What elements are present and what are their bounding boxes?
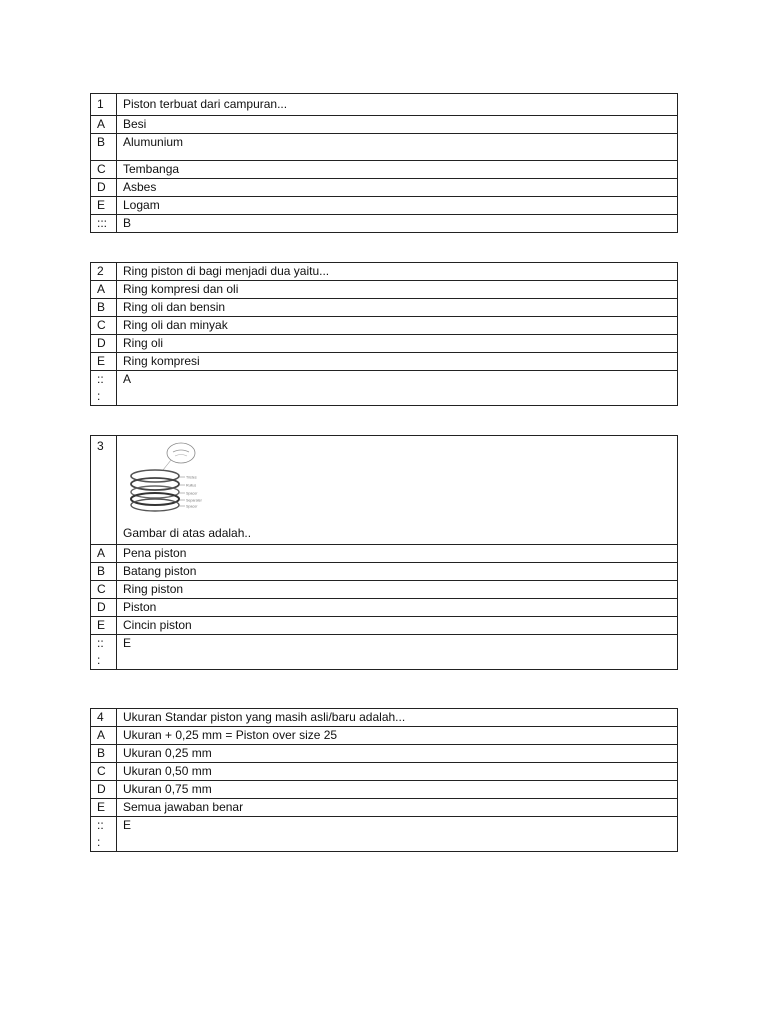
option-key: E: [91, 353, 117, 371]
question-row: [91, 709, 678, 727]
option-row: [91, 763, 678, 781]
question-text: Gambar di atas adalah..: [123, 526, 252, 540]
option-key: B: [91, 134, 117, 161]
option-text: Cincin piston: [117, 617, 678, 635]
answer-text: B: [117, 215, 678, 233]
figure-label: Separater: [186, 498, 202, 503]
option-row: [91, 617, 678, 635]
question-table-2: [90, 262, 678, 406]
option-text: Ukuran 0,50 mm: [117, 763, 678, 781]
option-key: C: [91, 317, 117, 335]
option-key: C: [91, 161, 117, 179]
question-text: Ukuran Standar piston yang masih asli/baru adalah...: [117, 709, 678, 727]
option-text: Ring oli dan minyak: [117, 317, 678, 335]
option-text: Ukuran 0,75 mm: [117, 781, 678, 799]
option-row: [91, 281, 678, 299]
option-row: [91, 335, 678, 353]
option-text: Ring piston: [117, 581, 678, 599]
option-key: B: [91, 745, 117, 763]
question-number: 3: [91, 436, 117, 545]
answer-key: :: :: [91, 371, 117, 406]
figure-label: Spacer: [186, 504, 198, 509]
option-text: Tembanga: [117, 161, 678, 179]
option-key: B: [91, 563, 117, 581]
option-row: [91, 727, 678, 745]
option-key: E: [91, 197, 117, 215]
option-text: Alumunium: [117, 134, 678, 161]
option-text: Logam: [117, 197, 678, 215]
option-row: [91, 299, 678, 317]
answer-key: :::: [91, 215, 117, 233]
option-key: E: [91, 799, 117, 817]
answer-text: E: [117, 817, 678, 852]
option-text: Ukuran + 0,25 mm = Piston over size 25: [117, 727, 678, 745]
option-row: [91, 781, 678, 799]
question-table-1: [90, 93, 678, 233]
question-number: 1: [91, 94, 117, 116]
option-row: [91, 179, 678, 197]
option-key: D: [91, 599, 117, 617]
option-row: [91, 353, 678, 371]
option-text: Ring kompresi: [117, 353, 678, 371]
option-text: Ukuran 0,25 mm: [117, 745, 678, 763]
option-key: D: [91, 335, 117, 353]
option-key: E: [91, 617, 117, 635]
answer-row: [91, 215, 678, 233]
option-row: [91, 599, 678, 617]
answer-row: [91, 371, 678, 406]
answer-row: [91, 635, 678, 670]
option-row: [91, 799, 678, 817]
option-key: A: [91, 545, 117, 563]
option-row: [91, 161, 678, 179]
answer-key: :: :: [91, 817, 117, 852]
option-key: A: [91, 281, 117, 299]
option-row: [91, 745, 678, 763]
question-number: 2: [91, 263, 117, 281]
option-text: Asbes: [117, 179, 678, 197]
option-text: Semua jawaban benar: [117, 799, 678, 817]
figure-label: Ruitus: [186, 483, 197, 488]
question-cell: [117, 436, 678, 545]
option-row: [91, 317, 678, 335]
option-row: [91, 197, 678, 215]
question-table-4: [90, 708, 678, 852]
answer-text: A: [117, 371, 678, 406]
answer-key: :: :: [91, 635, 117, 670]
question-text: Ring piston di bagi menjadi dua yaitu...: [117, 263, 678, 281]
option-key: A: [91, 116, 117, 134]
answer-text: E: [117, 635, 678, 670]
option-key: D: [91, 781, 117, 799]
question-row: [91, 263, 678, 281]
option-row: [91, 563, 678, 581]
question-text: Piston terbuat dari campuran...: [117, 94, 678, 116]
option-key: D: [91, 179, 117, 197]
option-text: Ring kompresi dan oli: [117, 281, 678, 299]
option-key: C: [91, 763, 117, 781]
option-key: C: [91, 581, 117, 599]
option-key: B: [91, 299, 117, 317]
option-row: [91, 581, 678, 599]
piston-ring-set-image: [123, 440, 213, 518]
option-text: Ring oli: [117, 335, 678, 353]
option-text: Batang piston: [117, 563, 678, 581]
option-row: [91, 545, 678, 563]
option-text: Ring oli dan bensin: [117, 299, 678, 317]
figure-label: Tirstes: [186, 475, 197, 480]
figure-label: Spacer: [186, 491, 198, 496]
option-key: A: [91, 727, 117, 745]
option-row: [91, 134, 678, 161]
option-text: Besi: [117, 116, 678, 134]
answer-row: [91, 817, 678, 852]
option-row: [91, 116, 678, 134]
option-text: Pena piston: [117, 545, 678, 563]
question-table-3: [90, 435, 678, 670]
option-text: Piston: [117, 599, 678, 617]
question-number: 4: [91, 709, 117, 727]
question-row: [91, 436, 678, 545]
question-row: [91, 94, 678, 116]
